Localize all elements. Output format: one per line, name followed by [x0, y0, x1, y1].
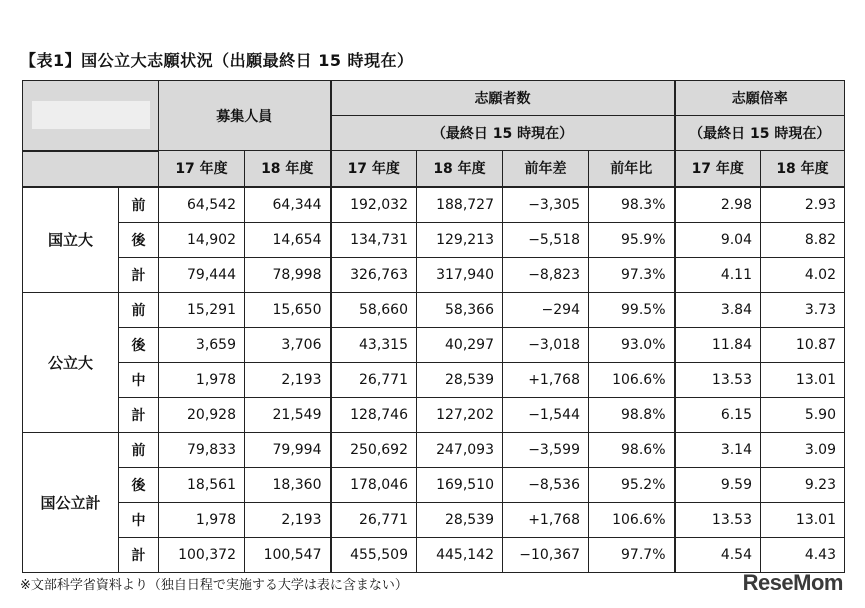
header-bairitsu-18: 18 年度	[761, 151, 845, 187]
row-label: 後	[119, 327, 159, 362]
cell-s17: 43,315	[331, 327, 417, 362]
header-shigansha-sub: （最終日 15 時現在）	[331, 116, 675, 151]
cell-s17: 455,509	[331, 537, 417, 572]
cell-b18: 18,360	[245, 467, 331, 502]
cell-s18: 317,940	[417, 257, 503, 292]
cell-s17: 192,032	[331, 187, 417, 223]
cell-diff: −5,518	[503, 222, 589, 257]
row-label: 計	[119, 537, 159, 572]
cell-b18: 2,193	[245, 502, 331, 537]
resemom-logo: ReseMom	[742, 570, 843, 595]
header-boshu: 募集人員	[159, 81, 331, 151]
row-label: 後	[119, 222, 159, 257]
cell-diff: −10,367	[503, 537, 589, 572]
header-diff: 前年差	[503, 151, 589, 187]
cell-diff: −294	[503, 292, 589, 327]
table-row	[23, 432, 845, 467]
applicant-status-table	[22, 80, 845, 573]
cell-diff: −8,823	[503, 257, 589, 292]
row-label: 計	[119, 257, 159, 292]
cell-s17: 58,660	[331, 292, 417, 327]
table-row	[23, 537, 845, 572]
cell-diff: +1,768	[503, 362, 589, 397]
cell-b17: 14,902	[159, 222, 245, 257]
cell-b17: 1,978	[159, 362, 245, 397]
table-row	[23, 362, 845, 397]
cell-r17: 3.84	[675, 292, 761, 327]
cell-diff: +1,768	[503, 502, 589, 537]
cell-r17: 2.98	[675, 187, 761, 223]
group-label: 国立大	[23, 187, 119, 293]
source-note: ※文部科学省資料より（独自日程で実施する大学は表に含まない）	[20, 578, 408, 593]
cell-r17: 9.59	[675, 467, 761, 502]
table-row	[23, 257, 845, 292]
cell-s18: 40,297	[417, 327, 503, 362]
header-shigansha-17: 17 年度	[331, 151, 417, 187]
table-title: 【表1】国公立大志願状況（出願最終日 15 時現在）	[20, 51, 414, 70]
cell-diff: −3,305	[503, 187, 589, 223]
cell-r18: 13.01	[761, 362, 845, 397]
row-label: 前	[119, 187, 159, 223]
row-label: 前	[119, 292, 159, 327]
cell-b18: 3,706	[245, 327, 331, 362]
cell-s17: 128,746	[331, 397, 417, 432]
cell-r17: 13.53	[675, 502, 761, 537]
row-label: 中	[119, 502, 159, 537]
cell-ratio: 98.6%	[589, 432, 675, 467]
row-label: 中	[119, 362, 159, 397]
header-boshu-17: 17 年度	[159, 151, 245, 187]
cell-b18: 2,193	[245, 362, 331, 397]
row-label: 計	[119, 397, 159, 432]
table-row	[23, 502, 845, 537]
cell-r18: 3.73	[761, 292, 845, 327]
header-ratio: 前年比	[589, 151, 675, 187]
cell-r17: 13.53	[675, 362, 761, 397]
cell-ratio: 106.6%	[589, 362, 675, 397]
cell-b17: 100,372	[159, 537, 245, 572]
cell-s17: 250,692	[331, 432, 417, 467]
cell-r17: 9.04	[675, 222, 761, 257]
cell-b18: 15,650	[245, 292, 331, 327]
cell-s17: 326,763	[331, 257, 417, 292]
cell-ratio: 106.6%	[589, 502, 675, 537]
header-shigansha: 志願者数	[331, 81, 675, 116]
row-label: 前	[119, 432, 159, 467]
cell-r18: 10.87	[761, 327, 845, 362]
cell-s17: 178,046	[331, 467, 417, 502]
cell-s18: 445,142	[417, 537, 503, 572]
cell-b18: 79,994	[245, 432, 331, 467]
row-label: 後	[119, 467, 159, 502]
cell-b17: 1,978	[159, 502, 245, 537]
cell-r18: 4.02	[761, 257, 845, 292]
cell-s17: 134,731	[331, 222, 417, 257]
cell-ratio: 98.8%	[589, 397, 675, 432]
cell-b17: 18,561	[159, 467, 245, 502]
cell-r18: 3.09	[761, 432, 845, 467]
cell-b18: 14,654	[245, 222, 331, 257]
group-label: 国公立計	[23, 432, 119, 572]
cell-r17: 4.54	[675, 537, 761, 572]
header-shigansha-18: 18 年度	[417, 151, 503, 187]
table-row	[23, 187, 845, 223]
cell-ratio: 97.7%	[589, 537, 675, 572]
header-boshu-18: 18 年度	[245, 151, 331, 187]
table-row	[23, 397, 845, 432]
cell-diff: −1,544	[503, 397, 589, 432]
cell-r17: 4.11	[675, 257, 761, 292]
cell-s18: 188,727	[417, 187, 503, 223]
cell-b18: 64,344	[245, 187, 331, 223]
cell-r18: 4.43	[761, 537, 845, 572]
cell-b17: 3,659	[159, 327, 245, 362]
table-row	[23, 292, 845, 327]
cell-b18: 100,547	[245, 537, 331, 572]
cell-diff: −3,018	[503, 327, 589, 362]
cell-s18: 129,213	[417, 222, 503, 257]
table-row	[23, 327, 845, 362]
cell-b17: 64,542	[159, 187, 245, 223]
cell-r18: 13.01	[761, 502, 845, 537]
cell-ratio: 93.0%	[589, 327, 675, 362]
cell-s18: 58,366	[417, 292, 503, 327]
cell-r18: 8.82	[761, 222, 845, 257]
group-label: 公立大	[23, 292, 119, 432]
cell-r17: 6.15	[675, 397, 761, 432]
cell-s17: 26,771	[331, 362, 417, 397]
table-row	[23, 467, 845, 502]
cell-s18: 169,510	[417, 467, 503, 502]
cell-s18: 127,202	[417, 397, 503, 432]
cell-s18: 28,539	[417, 502, 503, 537]
cell-s18: 247,093	[417, 432, 503, 467]
cell-b17: 79,833	[159, 432, 245, 467]
cell-r17: 11.84	[675, 327, 761, 362]
cell-b17: 20,928	[159, 397, 245, 432]
header-blank	[23, 151, 159, 187]
cell-diff: −8,536	[503, 467, 589, 502]
cell-r18: 2.93	[761, 187, 845, 223]
table-row	[23, 222, 845, 257]
cell-s18: 28,539	[417, 362, 503, 397]
cell-ratio: 98.3%	[589, 187, 675, 223]
cell-s17: 26,771	[331, 502, 417, 537]
cell-diff: −3,599	[503, 432, 589, 467]
cell-r18: 9.23	[761, 467, 845, 502]
cell-b17: 15,291	[159, 292, 245, 327]
cell-ratio: 97.3%	[589, 257, 675, 292]
cell-r17: 3.14	[675, 432, 761, 467]
cell-r18: 5.90	[761, 397, 845, 432]
cell-b17: 79,444	[159, 257, 245, 292]
cell-ratio: 95.9%	[589, 222, 675, 257]
cell-b18: 21,549	[245, 397, 331, 432]
header-corner	[23, 81, 159, 151]
header-bairitsu: 志願倍率	[675, 81, 845, 116]
cell-ratio: 99.5%	[589, 292, 675, 327]
header-bairitsu-17: 17 年度	[675, 151, 761, 187]
header-bairitsu-sub: （最終日 15 時現在）	[675, 116, 845, 151]
cell-ratio: 95.2%	[589, 467, 675, 502]
cell-b18: 78,998	[245, 257, 331, 292]
